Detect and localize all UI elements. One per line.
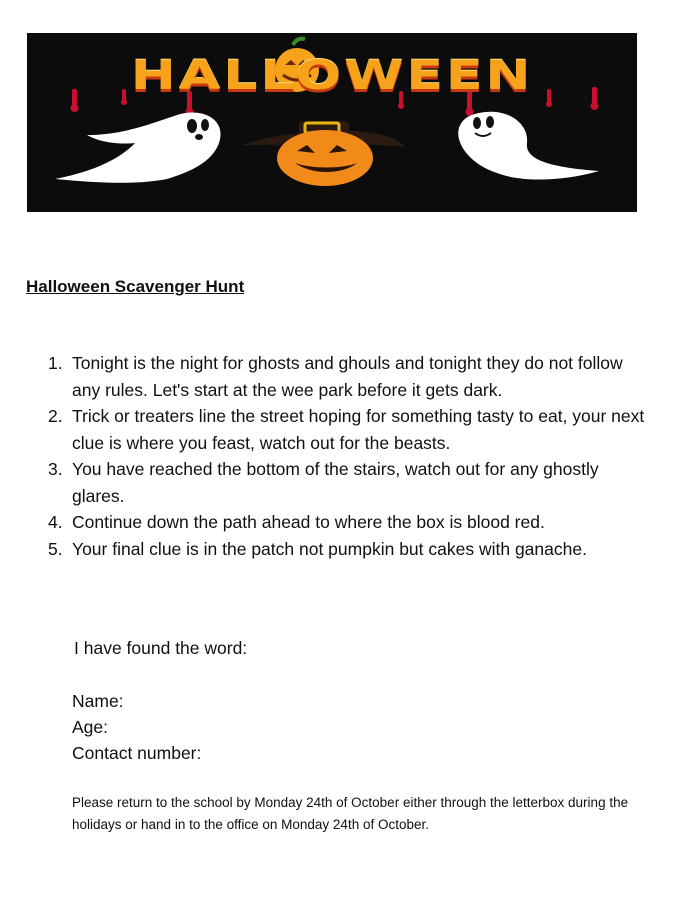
page-heading: Halloween Scavenger Hunt [26, 277, 245, 296]
contact-number-label: Contact number: [72, 743, 202, 763]
banner-title: HALLOWEEN [130, 53, 534, 99]
clue-text: Trick or treaters line the street hoping for something tasty to eat, your next clue is where you feast, watch out for the beasts. [72, 406, 645, 453]
list-item [48, 456, 648, 509]
clue-text: You have reached the bottom of the stairs, watch out for any ghostly glares. [72, 459, 599, 506]
ghost-left-icon [55, 113, 221, 183]
age-label: Age: [72, 717, 108, 737]
clue-number: 5. [48, 538, 63, 559]
found-word-label: I have found the word: [74, 638, 248, 658]
clue-number: 4. [48, 512, 63, 532]
list-item [48, 350, 648, 403]
clue-number: 2. [48, 406, 63, 426]
halloween-banner [27, 33, 637, 212]
pumpkin-witch-hat-icon [242, 121, 405, 186]
clue-number: 1. [48, 353, 63, 373]
list-item [48, 403, 648, 456]
clue-number: 3. [48, 459, 63, 479]
list-item [48, 509, 648, 536]
list-item [48, 536, 648, 563]
clue-text: Continue down the path ahead to where the box is blood red. [72, 512, 545, 532]
entry-form [72, 688, 201, 766]
name-label: Name: [72, 691, 124, 711]
clue-list [48, 350, 648, 562]
clue-text: Tonight is the night for ghosts and ghouls and tonight they do not follow any rules. Let's start at the wee park before it gets dark. [72, 353, 623, 400]
ghost-right-icon [458, 112, 599, 180]
clue-text: Your final clue is in the patch not pumpkin but cakes with ganache. [72, 538, 587, 559]
return-notice: Please return to the school by Monday 24th of October either through the letterbox during the holidays or hand in to the office on Monday 24th of October. [72, 795, 629, 832]
